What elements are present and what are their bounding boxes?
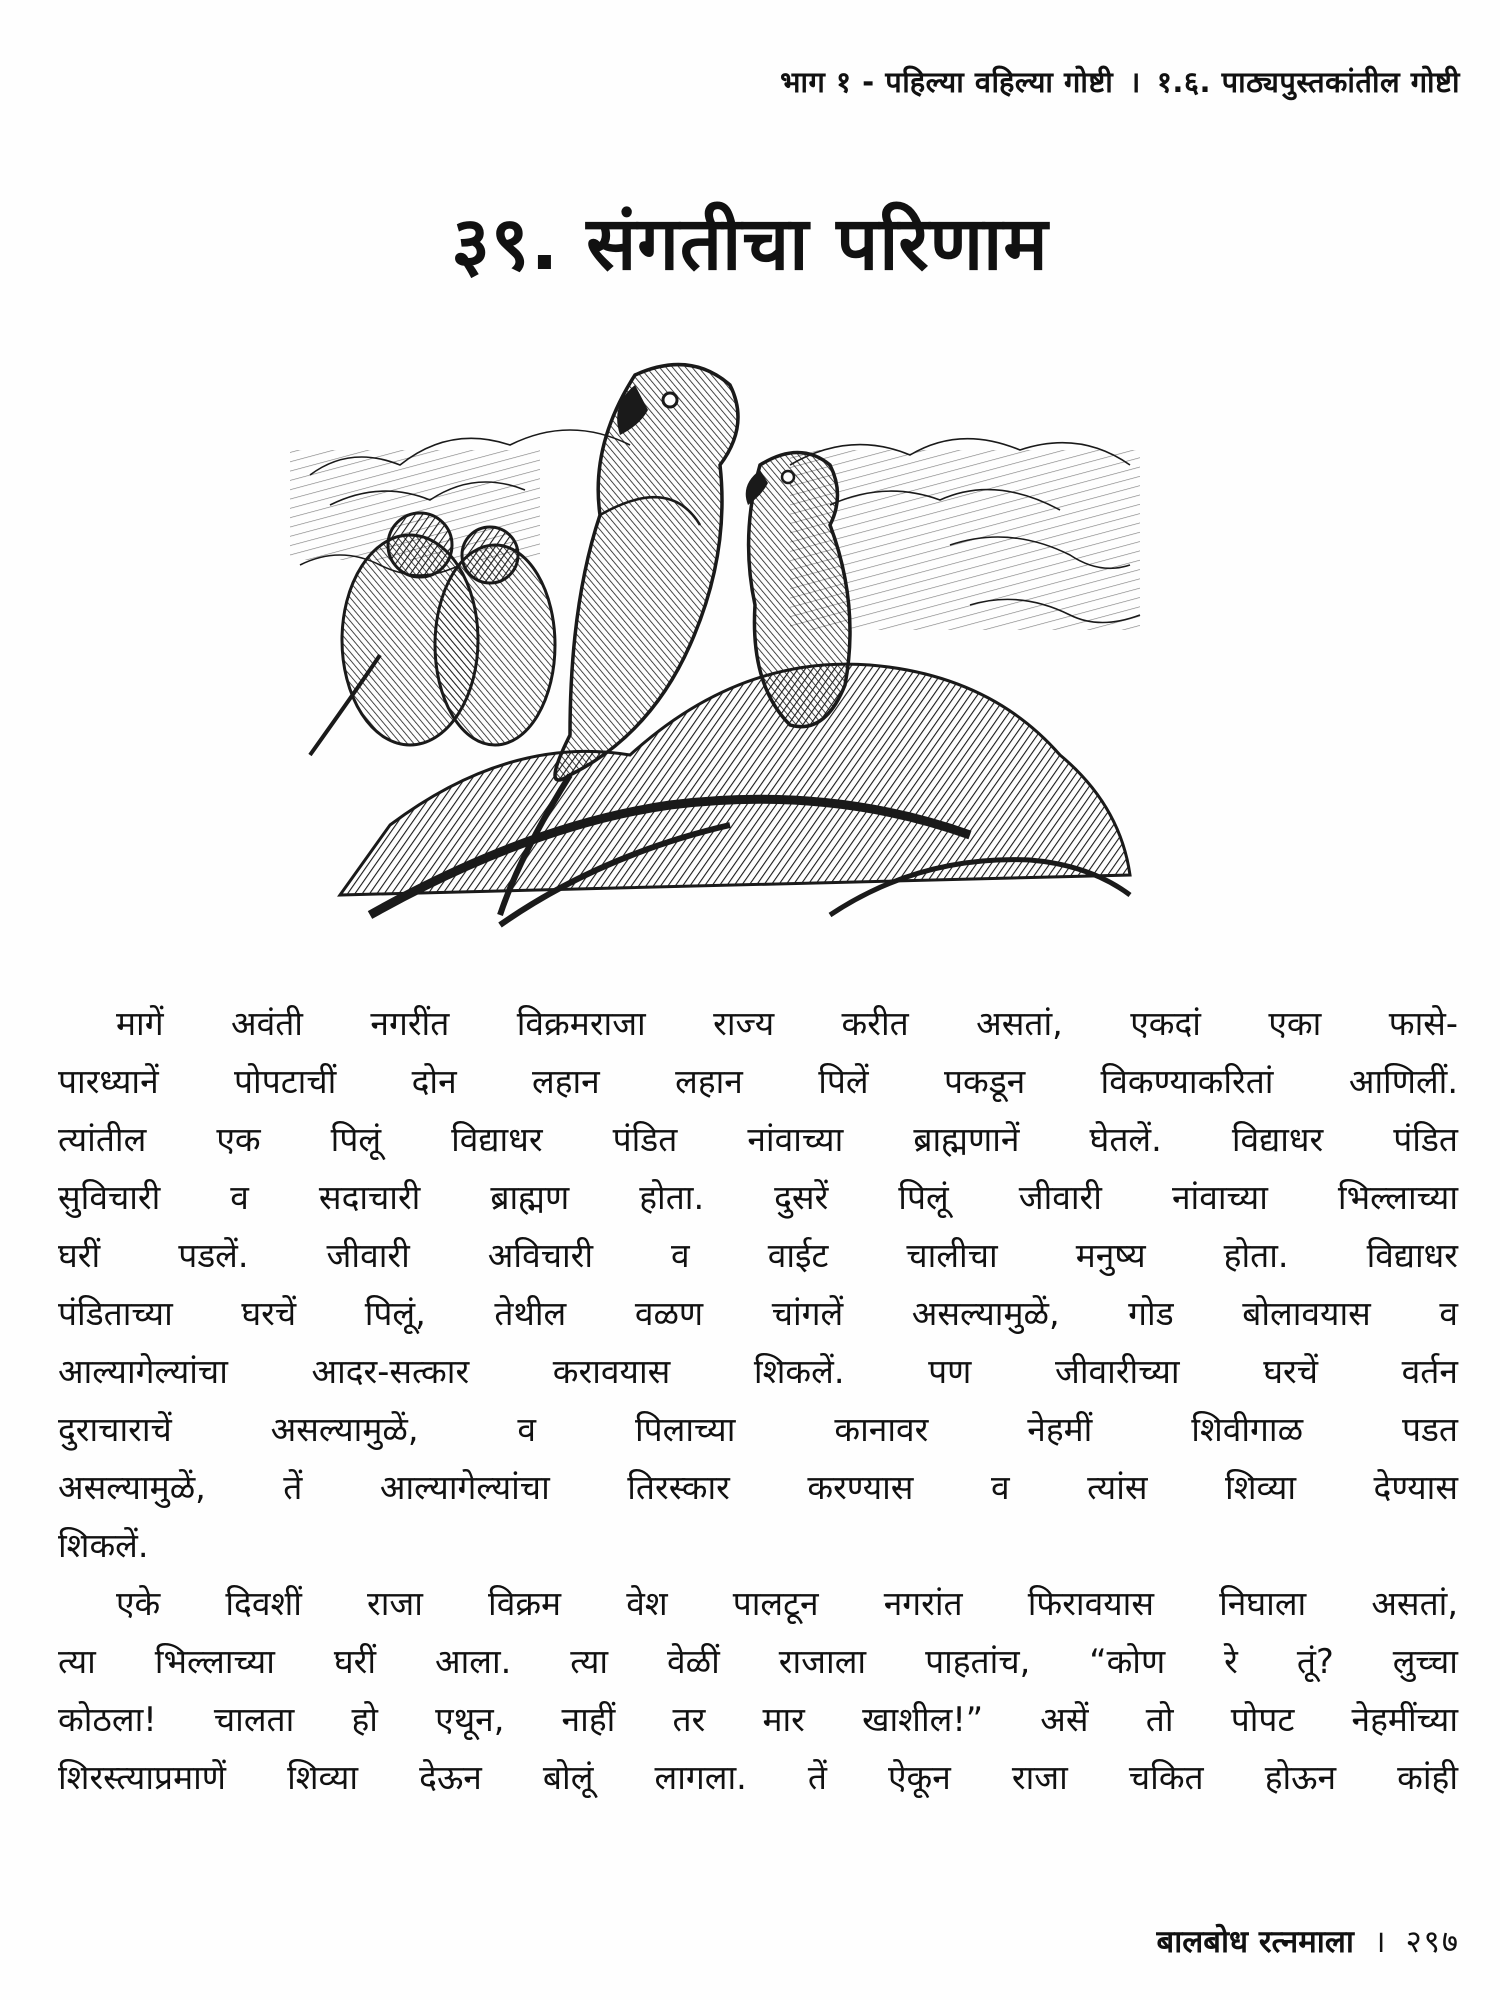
text-line: पंडिताच्या घरचें पिलूं, तेथील वळण चांगलें असल्यामुळें, गोड बोलावयास व (58, 1294, 1458, 1333)
text-line: असल्यामुळें, तें आल्यागेल्यांचा तिरस्कार करण्यास व त्यांस शिव्या देण्यास (58, 1468, 1458, 1507)
text-line: शिरस्त्याप्रमाणें शिव्या देऊन बोलूं लागला. तें ऐकून राजा चकित होऊन कांही (58, 1758, 1458, 1797)
text-line: एके दिवशीं राजा विक्रम वेश पालटून नगरांत फिरावयास निघाला असतां, (116, 1584, 1458, 1623)
running-header (360, 62, 1460, 101)
footer-book-title: बालबोध रत्नमाला (1156, 1924, 1354, 1960)
paragraph (58, 995, 1458, 1575)
story-text (58, 995, 1458, 1807)
text-line: दुराचाराचें असल्यामुळें, व पिलाच्या कानावर नेहमीं शिवीगाळ पडत (58, 1410, 1458, 1449)
header-section: १.६. पाठ्यपुस्तकांतील गोष्टी (1156, 65, 1460, 99)
footer-separator: । (1373, 1924, 1386, 1960)
page-number: २९७ (1405, 1924, 1460, 1960)
text-line: त्यांतील एक पिलूं विद्याधर पंडित नांवाच्या ब्राह्मणानें घेतलें. विद्याधर पंडित (58, 1120, 1458, 1159)
text-line: कोठला! चालता हो एथून, नाहीं तर मार खाशील!” असें तो पोपट नेहमींच्या (58, 1700, 1458, 1739)
text-line: त्या भिल्लाच्या घरीं आला. त्या वेळीं राजाला पाहतांच, “कोण रे तूं? लुच्चा (58, 1642, 1458, 1681)
text-line: आल्यागेल्यांचा आदर-सत्कार करावयास शिकलें. पण जीवारीच्या घरचें वर्तन (58, 1352, 1458, 1391)
text-line: सुविचारी व सदाचारी ब्राह्मण होता. दुसरें पिलूं जीवारी नांवाच्या भिल्लाच्या (58, 1178, 1458, 1217)
header-separator: । (1129, 65, 1141, 99)
text-line: मागें अवंती नगरींत विक्रमराजा राज्य करीत असतां, एकदां एका फासे- (116, 1004, 1458, 1043)
text-line: घरीं पडलें. जीवारी अविचारी व वाईट चालीचा मनुष्य होता. विद्याधर (58, 1236, 1458, 1275)
header-part: भाग १ - पहिल्या वहिल्या गोष्टी (780, 65, 1114, 99)
parrots-illustration (270, 355, 1160, 935)
text-line: पारध्यानें पोपटाचीं दोन लहान लहान पिलें पकडून विकण्याकरितां आणिलीं. (58, 1062, 1458, 1101)
text-line: शिकलें. (58, 1526, 149, 1565)
chapter-title: ३९. संगतीचा परिणाम (451, 201, 1049, 287)
page-footer (1157, 1920, 1460, 1962)
paragraph (58, 1575, 1458, 1807)
